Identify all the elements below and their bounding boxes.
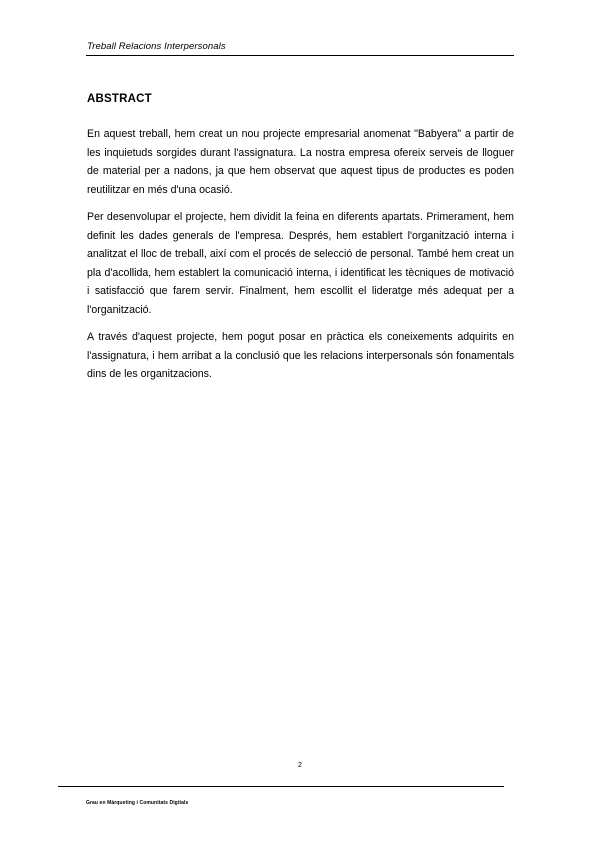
paragraph-2: Per desenvolupar el projecte, hem dividit la feina en diferents apartats. Primerament, hem definit les dades generals de l'empresa. Després, hem establert l'organització interna i analitzat el lloc de treball, així com el procés de selecció de personal. També hem creat un pla d'acollida, hem establert la comunicació interna, i identificat les tècniques de motivació i satisfacció que farem servir. Finalment, hem escollit el lideratge més adequat per a l'organització.: [87, 211, 514, 316]
page-number: 2: [298, 762, 302, 769]
abstract-body: [87, 125, 514, 393]
header-divider: [86, 55, 514, 56]
footer-divider: [58, 786, 504, 787]
paragraph-1: En aquest treball, hem creat un nou projecte empresarial anomenat "Babyera" a partir de les inquietuds sorgides durant l'assignatura. La nostra empresa ofereix serveis de lloguer de material per a nadons, ja que hem observat que aquest tipus de productes es poden reutilitzar en més d'una ocasió.: [87, 128, 514, 196]
running-header-title: Treball Relacions Interpersonals: [87, 41, 226, 52]
footer-degree-name: Grau en Màrqueting i Comunitats Digitals: [86, 800, 189, 806]
paragraph-3: A través d'aquest projecte, hem pogut posar en pràctica els coneixements adquirits en l'assignatura, i hem arribat a la conclusió que les relacions interpersonals són fonamentals dins de les organitzacions.: [87, 331, 514, 380]
section-heading: ABSTRACT: [87, 93, 152, 105]
